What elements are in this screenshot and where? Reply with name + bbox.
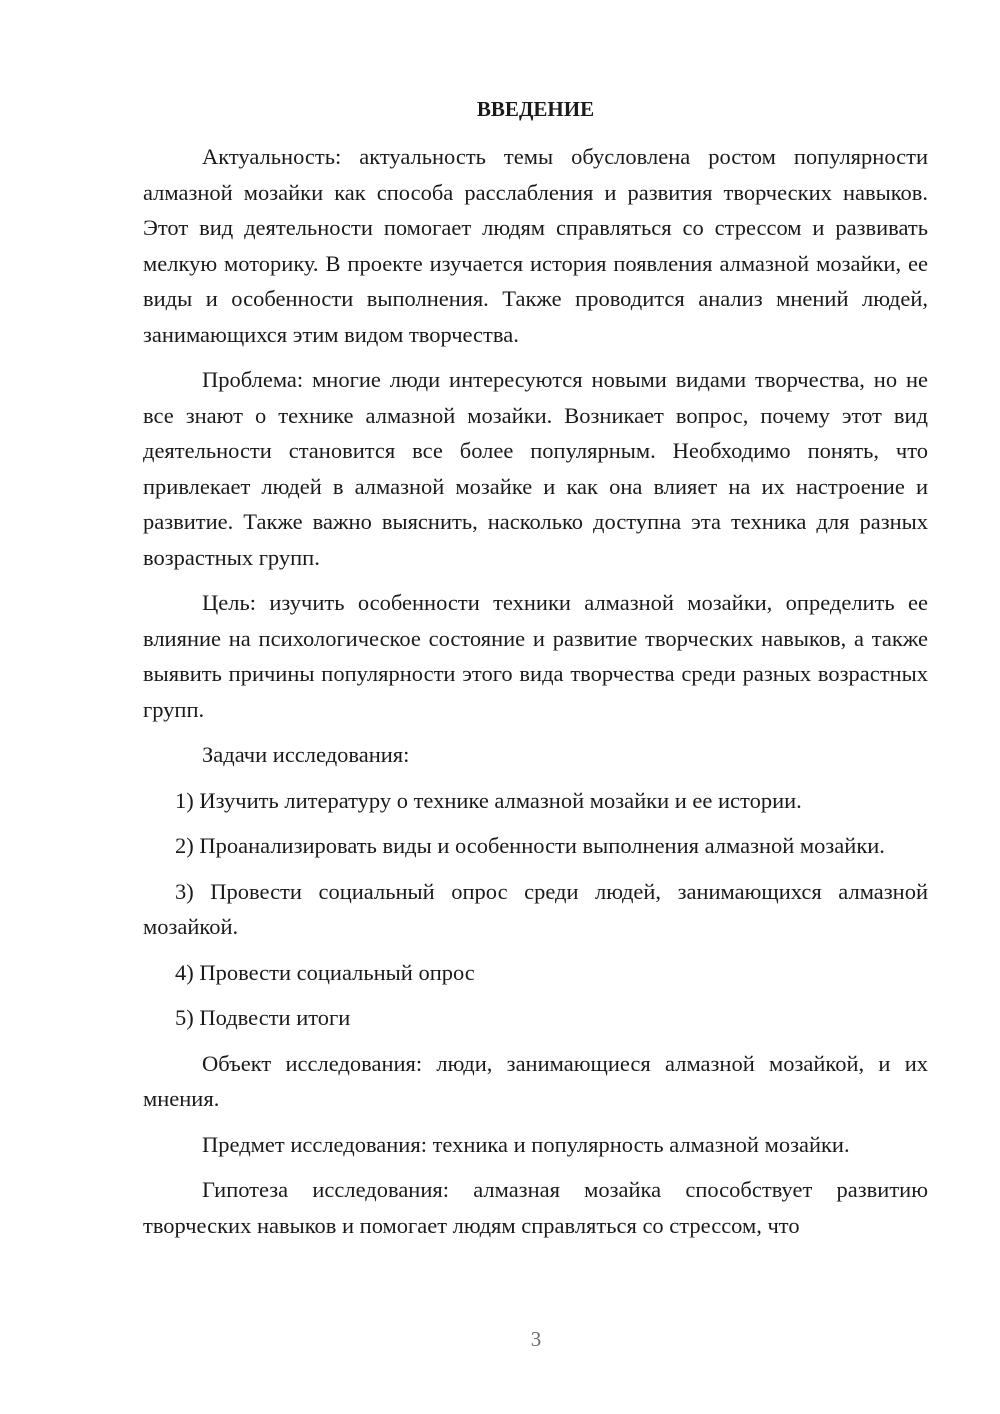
hypothesis-paragraph: Гипотеза исследования: алмазная мозайка способствует развитию творческих навыков и помогает людям справляться со стрессом, что [143,1177,928,1238]
page-number: 3 [530,1327,542,1351]
task-item-5: 5) Подвести итоги [175,1005,351,1030]
task-item-3: 3) Провести социальный опрос среди людей, занимающихся алмазной мозайкой. [143,878,928,939]
problem-paragraph: Проблема: многие люди интересуются новыми видами творчества, но не все знают о технике алмазной мозайки. Возникает вопрос, почему этот вид деятельности становится все более популярным. Необходимо понять, что привлекает людей в алмазной мозайке и как она влияет на их настроение и развитие. Также важно выяснить, насколько доступна эта техника для разных возрастных групп. [143,367,928,570]
tasks-heading: Задачи исследования: [202,742,410,767]
task-item-4: 4) Провести социальный опрос [175,959,475,985]
goal-paragraph: Цель: изучить особенности техники алмазной мозайки, определить ее влияние на психологическое состояние и развитие творческих навыков, а также выявить причины популярности этого вида творчества среди разных возрастных групп. [143,590,928,722]
relevance-paragraph: Актуальность: актуальность темы обусловлена ростом популярности алмазной мозайки как способа расслабления и развития творческих навыков. Этот вид деятельности помогает людям справляться со стрессом и развивать мелкую моторику. В проекте изучается история появления алмазной мозайки, ее виды и особенности выполнения. Также проводится анализ мнений людей, занимающихся этим видом творчества. [143,144,928,347]
page-content [143,92,928,1253]
research-subject-paragraph: Предмет исследования: техника и популярность алмазной мозайки. [202,1131,850,1157]
task-item-1: 1) Изучить литературу о технике алмазной мозайки и ее истории. [175,787,802,813]
research-object-paragraph: Объект исследования: люди, занимающиеся алмазной мозайкой, и их мнения. [143,1050,928,1111]
section-title: ВВЕДЕНИЕ [476,97,595,121]
task-item-2: 2) Проанализировать виды и особенности выполнения алмазной мозайки. [175,833,885,858]
